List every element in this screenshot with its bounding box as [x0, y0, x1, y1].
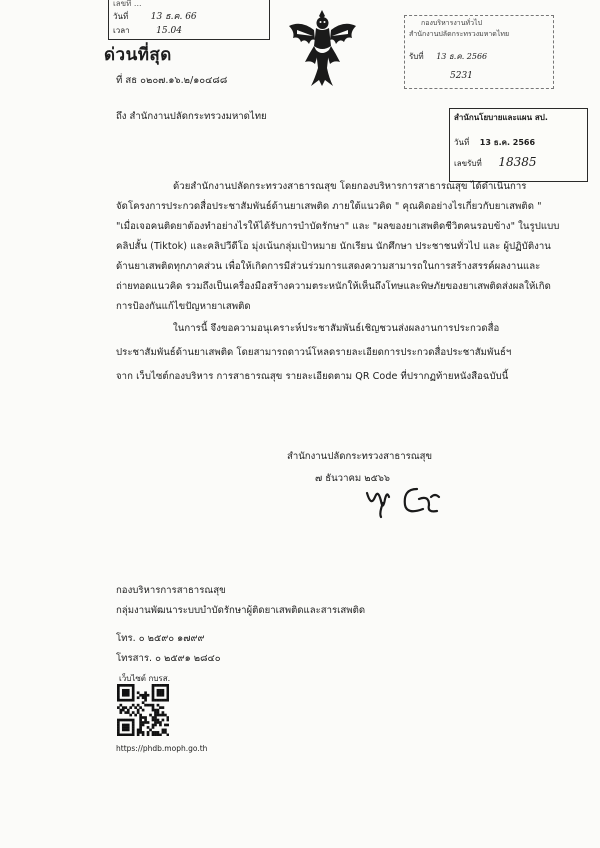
receipt-right-date-label: รับที่ [409, 52, 424, 61]
receipt-time-label: เวลา [113, 26, 130, 35]
footer-division: กองบริหารการสาธารณสุข [116, 585, 226, 596]
paragraph-1-line: ด้วยสำนักงานปลัดกระทรวงสาธารณสุข โดยกองบริหารการสาธารณสุข ได้ดำเนินการ [173, 181, 527, 192]
receipt-stamp-line1: เลขที่ ... [113, 0, 142, 8]
paragraph-1-line: จัดโครงการประกวดสื่อประชาสัมพันธ์ด้านยาเสพติด ภายใต้แนวคิด " คุณคิดอย่างไรเกี่ยวกับยาเสพติด " [116, 201, 542, 212]
receipt-stamp-right-date-row [409, 50, 487, 63]
garuda-emblem [285, 6, 360, 88]
policy-stamp-number-row [454, 156, 537, 170]
policy-stamp [449, 108, 588, 182]
receipt-right-date-value: 13 ธ.ค. 2566 [436, 52, 488, 61]
handwritten-signature [365, 483, 475, 519]
qr-code [117, 684, 169, 736]
footer-group: กลุ่มงานพัฒนาระบบบำบัดรักษาผู้ติดยาเสพติดและสารเสพติด [116, 605, 366, 616]
footer-fax: โทรสาร. ๐ ๒๕๙๑ ๒๘๔๐ [116, 653, 221, 664]
paragraph-2-line: จาก เว็บไซต์กองบริหาร การสาธารณสุข รายละเอียดตาม QR Code ที่ปรากฏท้ายหนังสือฉบับนี้ [116, 371, 509, 382]
receipt-date-value: 13 ธ.ค. 66 [150, 12, 197, 22]
signature-office: สำนักงานปลัดกระทรวงสาธารณสุข [287, 451, 433, 462]
paragraph-1 [116, 177, 598, 317]
policy-stamp-title: สำนักนโยบายและแผน สป. [454, 113, 548, 122]
policy-date-value: 13 ธ.ค. 2566 [479, 138, 536, 147]
addressee: ถึง สำนักงานปลัดกระทรวงมหาดไทย [116, 111, 267, 122]
receipt-stamp-date-row [113, 10, 197, 24]
policy-number-label: เลขรับที่ [454, 159, 482, 168]
paragraph-2-line: ประชาสัมพันธ์ด้านยาเสพติด โดยสามารถดาวน์โหลดรายละเอียดการประกวดสื่อประชาสัมพันธ์ฯ [116, 347, 512, 358]
paragraph-1-line: ด้านยาเสพติดทุกภาคส่วน เพื่อให้เกิดการมีส่วนร่วมการแสดงความสามารถในการสร้างสรรค์ผลงานและ [116, 261, 541, 272]
urgency-heading: ด่วนที่สุด [104, 45, 172, 65]
website-url[interactable]: https://phdb.moph.go.th [116, 744, 208, 753]
paragraph-1-line: "เมื่อเจอคนติดยาต้องทำอย่างไรให้ได้รับการบำบัดรักษา" และ "ผลของยาเสพติดชีวิตคนรอบข้าง" ในรูปแบบ [116, 221, 560, 232]
receipt-right-number: 5231 [450, 71, 473, 81]
receipt-stamp-right-title: กองบริหารงานทั่วไป [421, 19, 483, 27]
receipt-date-label: วันที่ [113, 12, 129, 21]
receipt-stamp-left [108, 0, 270, 40]
footer-phone: โทร. ๐ ๒๕๙๐ ๑๗๙๙ [116, 633, 205, 644]
paragraph-1-line: ถ่ายทอดแนวคิด รวมถึงเป็นเครื่องมือสร้างความตระหนักให้เห็นถึงโทษและพิษภัยของยาเสพติดส่งผลให้เกิด [116, 281, 551, 292]
policy-date-label: วันที่ [454, 138, 470, 147]
receipt-time-value: 15.04 [156, 26, 182, 36]
policy-number-value: 18385 [498, 155, 537, 169]
receipt-stamp-right-subtitle: สำนักงานปลัดกระทรวงมหาดไทย [409, 30, 510, 38]
paragraph-1-line: การป้องกันแก้ไขปัญหายาเสพติด [116, 301, 251, 312]
policy-stamp-date-row [454, 136, 535, 149]
paragraph-1-line: คลิปสั้น (Tiktok) และคลิปวีดีโอ มุ่งเน้นกลุ่มเป้าหมาย นักเรียน นักศึกษา ประชาชนทั่วไป และ ผู้ปฏิบัติงาน [116, 241, 551, 252]
receipt-stamp-right [404, 15, 554, 89]
receipt-stamp-time-row [113, 24, 182, 38]
signature-date: ๗ ธันวาคม ๒๕๖๖ [315, 473, 391, 484]
qr-caption: เว็บไซต์ กบรส. [119, 674, 171, 683]
document-number: ที่ สธ ๐๒๐๗.๑๖.๒/๑๐๔๘๘ [116, 75, 228, 86]
paragraph-2 [116, 317, 598, 389]
paragraph-2-line: ในการนี้ จึงขอความอนุเคราะห์ประชาสัมพันธ์เชิญชวนส่งผลงานการประกวดสื่อ [173, 323, 500, 334]
